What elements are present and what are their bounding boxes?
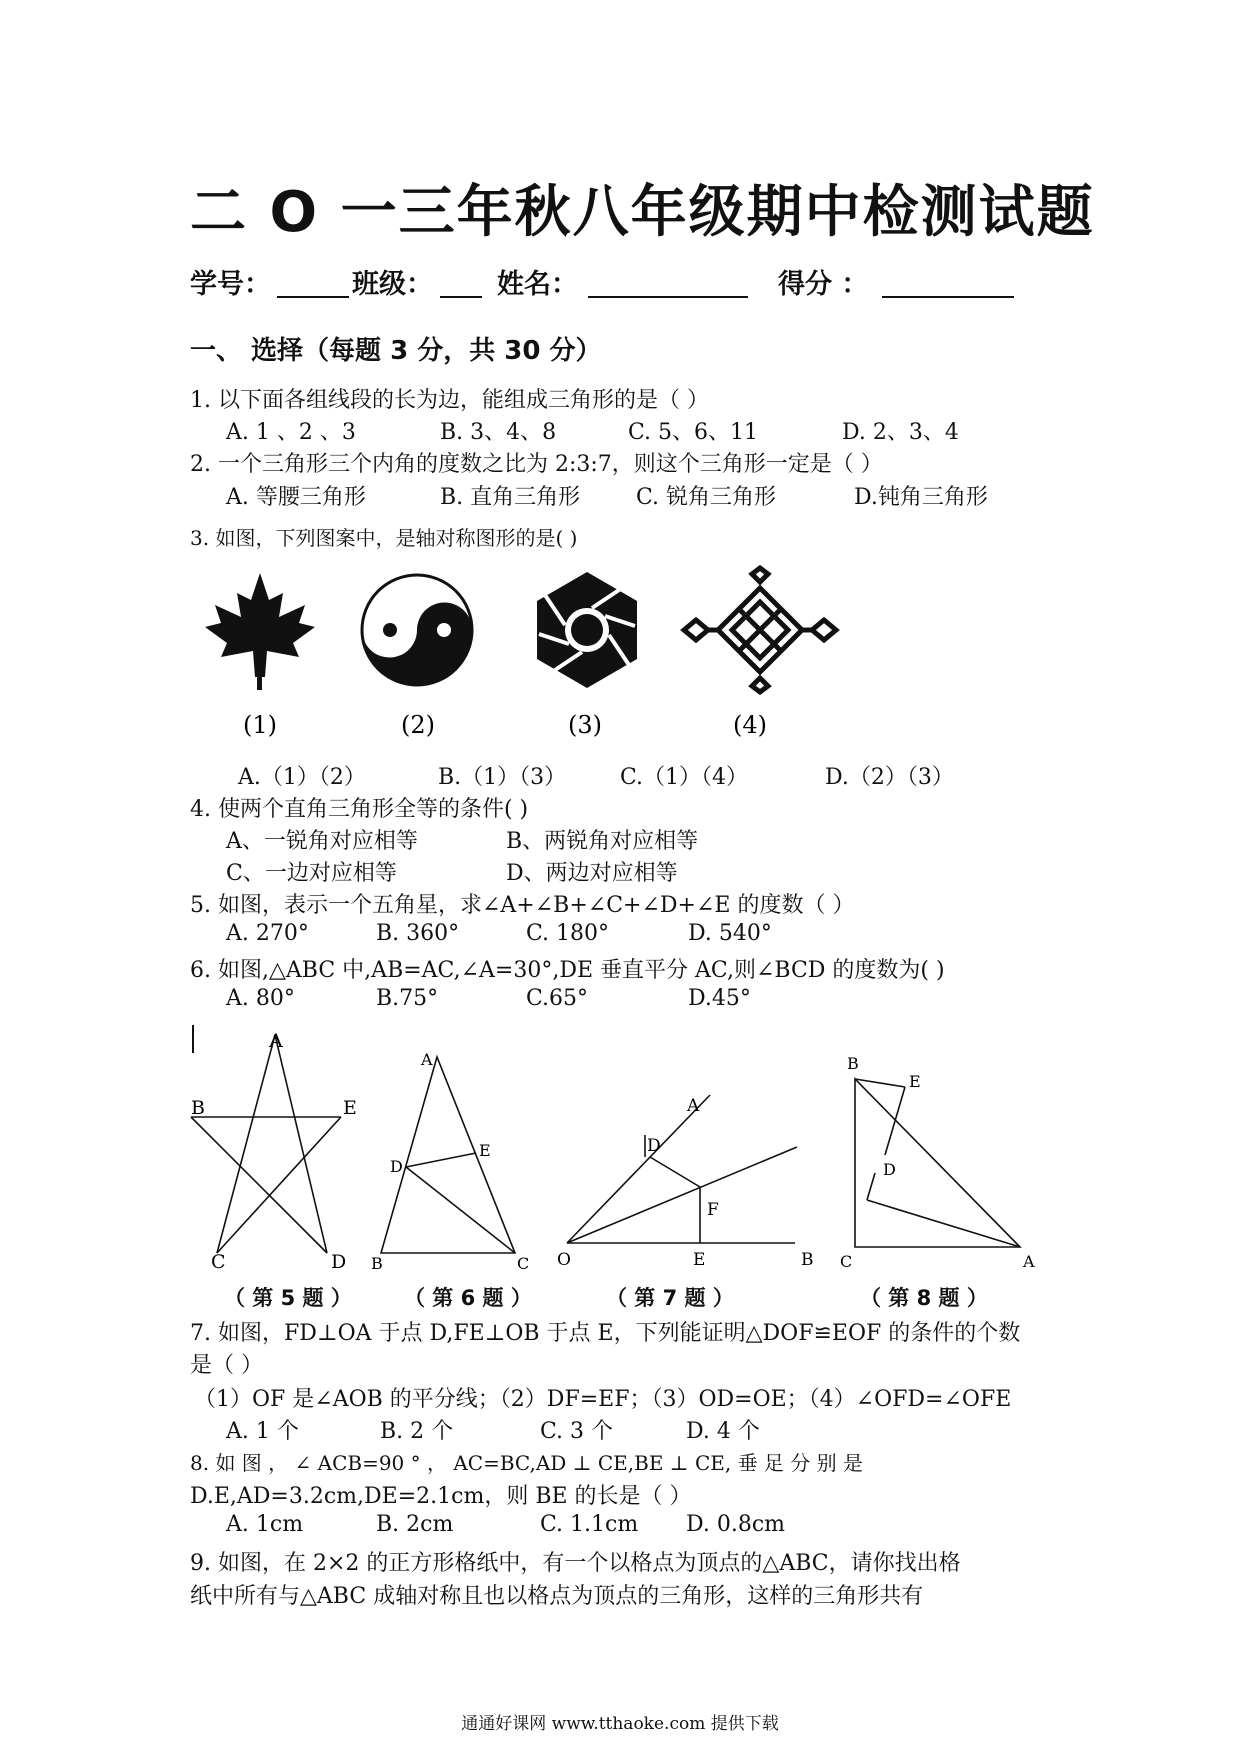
q2-option-c[interactable]: C. 锐角三角形	[636, 485, 777, 510]
exam-title: 二 O 一三年秋八年级期中检测试题	[190, 180, 1095, 245]
fig-label-4: (4)	[733, 711, 767, 739]
q1-option-b[interactable]: B. 3、4、8	[440, 420, 557, 445]
question-9: 9. 如图，在 2×2 的正方形格纸中，有一个以格点为顶点的△ABC，请你找出格	[190, 1551, 961, 1576]
fig5-label-a: A	[269, 1030, 283, 1052]
aperture-hexagon-icon	[537, 572, 637, 688]
q2-option-a[interactable]: A. 等腰三角形	[226, 485, 366, 510]
q8-option-c[interactable]: C. 1.1cm	[540, 1512, 639, 1537]
question-7-cont: 是（ ）	[190, 1353, 263, 1378]
q6-option-b[interactable]: B.75°	[376, 986, 439, 1011]
q1-option-c[interactable]: C. 5、6、11	[628, 420, 759, 445]
fig8-label-b: B	[847, 1054, 859, 1073]
question-2: 2. 一个三角形三个内角的度数之比为 2:3:7，则这个三角形一定是（ ）	[190, 452, 883, 477]
maple-leaf-icon	[205, 573, 315, 690]
q6-option-a[interactable]: A. 80°	[226, 986, 295, 1011]
student-id-blank[interactable]	[277, 296, 349, 298]
q8-option-a[interactable]: A. 1cm	[226, 1512, 304, 1537]
fig-label-2: (2)	[401, 711, 435, 739]
question-8: 8. 如 图 ， ∠ ACB=90 ° ， AC=BC,AD ⊥ CE,BE ⊥ CE, 垂 足 分 别 是	[190, 1451, 863, 1475]
fig7-label-e: E	[693, 1250, 706, 1270]
q7-option-a[interactable]: A. 1 个	[226, 1419, 299, 1444]
question-5: 5. 如图，表示一个五角星，求∠A+∠B+∠C+∠D+∠E 的度数（ ）	[190, 893, 855, 918]
q8-option-b[interactable]: B. 2cm	[376, 1512, 454, 1537]
fig-label-1: (1)	[243, 711, 277, 739]
fig7-label-b: B	[801, 1250, 814, 1270]
class-label: 班级：	[352, 269, 433, 300]
q1-option-d[interactable]: D. 2、3、4	[842, 420, 959, 445]
question-3: 3. 如图，下列图案中，是轴对称图形的是( )	[190, 526, 578, 550]
q5-option-b[interactable]: B. 360°	[376, 921, 460, 946]
fig8-label-a: A	[1023, 1252, 1035, 1270]
q3-option-d[interactable]: D.（2）（3）	[825, 765, 954, 790]
q4-option-b[interactable]: B、两锐角对应相等	[506, 829, 699, 854]
q6-option-d[interactable]: D.45°	[688, 986, 751, 1011]
q7-option-d[interactable]: D. 4 个	[686, 1419, 760, 1444]
fig7-label-a: A	[687, 1096, 700, 1116]
question-8-cont: D.E,AD=3.2cm,DE=2.1cm，则 BE 的长是（ ）	[190, 1484, 692, 1509]
name-blank[interactable]	[588, 296, 748, 298]
fig8-label-d: D	[883, 1160, 896, 1179]
figure-7-angle	[567, 1095, 797, 1243]
score-blank[interactable]	[882, 296, 1014, 298]
q2-option-d[interactable]: D.钝角三角形	[854, 485, 988, 510]
yin-yang-icon	[362, 575, 472, 685]
endless-knot-icon	[684, 568, 836, 692]
fig5-label-d: D	[331, 1251, 347, 1270]
figure-6-triangle	[381, 1057, 515, 1253]
q7-conditions: （1）OF 是∠AOB 的平分线；（2）DF=EF；（3）OD=OE；（4）∠OFD=∠OFE	[194, 1387, 1012, 1412]
question-6: 6. 如图,△ABC 中,AB=AC,∠A=30°,DE 垂直平分 AC,则∠BCD 的度数为( )	[190, 958, 945, 983]
caption-figure-5: （ 第 5 题 ）	[224, 1286, 352, 1310]
caption-figure-8: （ 第 8 题 ）	[860, 1286, 988, 1310]
q3-option-a[interactable]: A.（1）（2）	[238, 765, 366, 790]
question-4: 4. 使两个直角三角形全等的条件( )	[190, 797, 529, 822]
question-7: 7. 如图，FD⊥OA 于点 D,FE⊥OB 于点 E，下列能证明△DOF≌EOF 的条件的个数	[190, 1321, 1021, 1346]
fig6-label-c: C	[517, 1254, 530, 1270]
caption-figure-7: （ 第 7 题 ）	[606, 1286, 734, 1310]
q5-option-d[interactable]: D. 540°	[688, 921, 772, 946]
section-heading: 一、 选择（每题 3 分，共 30 分）	[190, 336, 602, 366]
question-9-cont: 纸中所有与△ABC 成轴对称且也以格点为顶点的三角形，这样的三角形共有	[190, 1584, 924, 1609]
q5-option-c[interactable]: C. 180°	[526, 921, 610, 946]
fig7-label-f: F	[707, 1200, 719, 1220]
fig-label-3: (3)	[568, 711, 602, 739]
q3-option-c[interactable]: C.（1）（4）	[620, 765, 749, 790]
fig8-label-c: C	[840, 1252, 853, 1270]
figure-8-right-triangle	[855, 1079, 1020, 1247]
caption-figure-6: （ 第 6 题 ）	[404, 1286, 532, 1310]
q5-option-a[interactable]: A. 270°	[226, 921, 309, 946]
q3-option-b[interactable]: B.（1）（3）	[438, 765, 567, 790]
fig5-label-b: B	[191, 1097, 205, 1119]
q2-option-b[interactable]: B. 直角三角形	[440, 485, 581, 510]
q7-option-b[interactable]: B. 2 个	[380, 1419, 454, 1444]
geometry-figures	[185, 1025, 1055, 1270]
figure-5-star	[191, 1035, 341, 1253]
q8-option-d[interactable]: D. 0.8cm	[686, 1512, 786, 1537]
fig7-label-d: D	[647, 1136, 661, 1156]
q1-option-a[interactable]: A. 1 、2 、3	[226, 420, 356, 445]
q6-option-c[interactable]: C.65°	[526, 986, 589, 1011]
fig7-label-o: O	[557, 1250, 571, 1270]
page-footer: 通通好课网 www.tthaoke.com 提供下载	[461, 1714, 779, 1734]
score-label: 得分 ：	[778, 269, 869, 300]
question-1: 1. 以下面各组线段的长为边，能组成三角形的是（ ）	[190, 388, 709, 413]
q3-figures	[195, 565, 865, 745]
class-blank[interactable]	[440, 296, 482, 298]
fig8-label-e: E	[909, 1072, 921, 1091]
fig6-label-b: B	[371, 1254, 383, 1270]
fig5-label-e: E	[343, 1097, 357, 1119]
name-label: 姓名：	[497, 269, 578, 300]
q4-option-c[interactable]: C、一边对应相等	[226, 861, 397, 886]
fig6-label-e: E	[479, 1141, 491, 1160]
student-id-label: 学号：	[190, 269, 271, 300]
q7-option-c[interactable]: C. 3 个	[540, 1419, 614, 1444]
fig5-label-c: C	[211, 1251, 226, 1270]
fig6-label-d: D	[390, 1157, 403, 1176]
fig6-label-a: A	[421, 1050, 433, 1069]
q4-option-d[interactable]: D、两边对应相等	[506, 861, 678, 886]
q4-option-a[interactable]: A、一锐角对应相等	[226, 829, 418, 854]
